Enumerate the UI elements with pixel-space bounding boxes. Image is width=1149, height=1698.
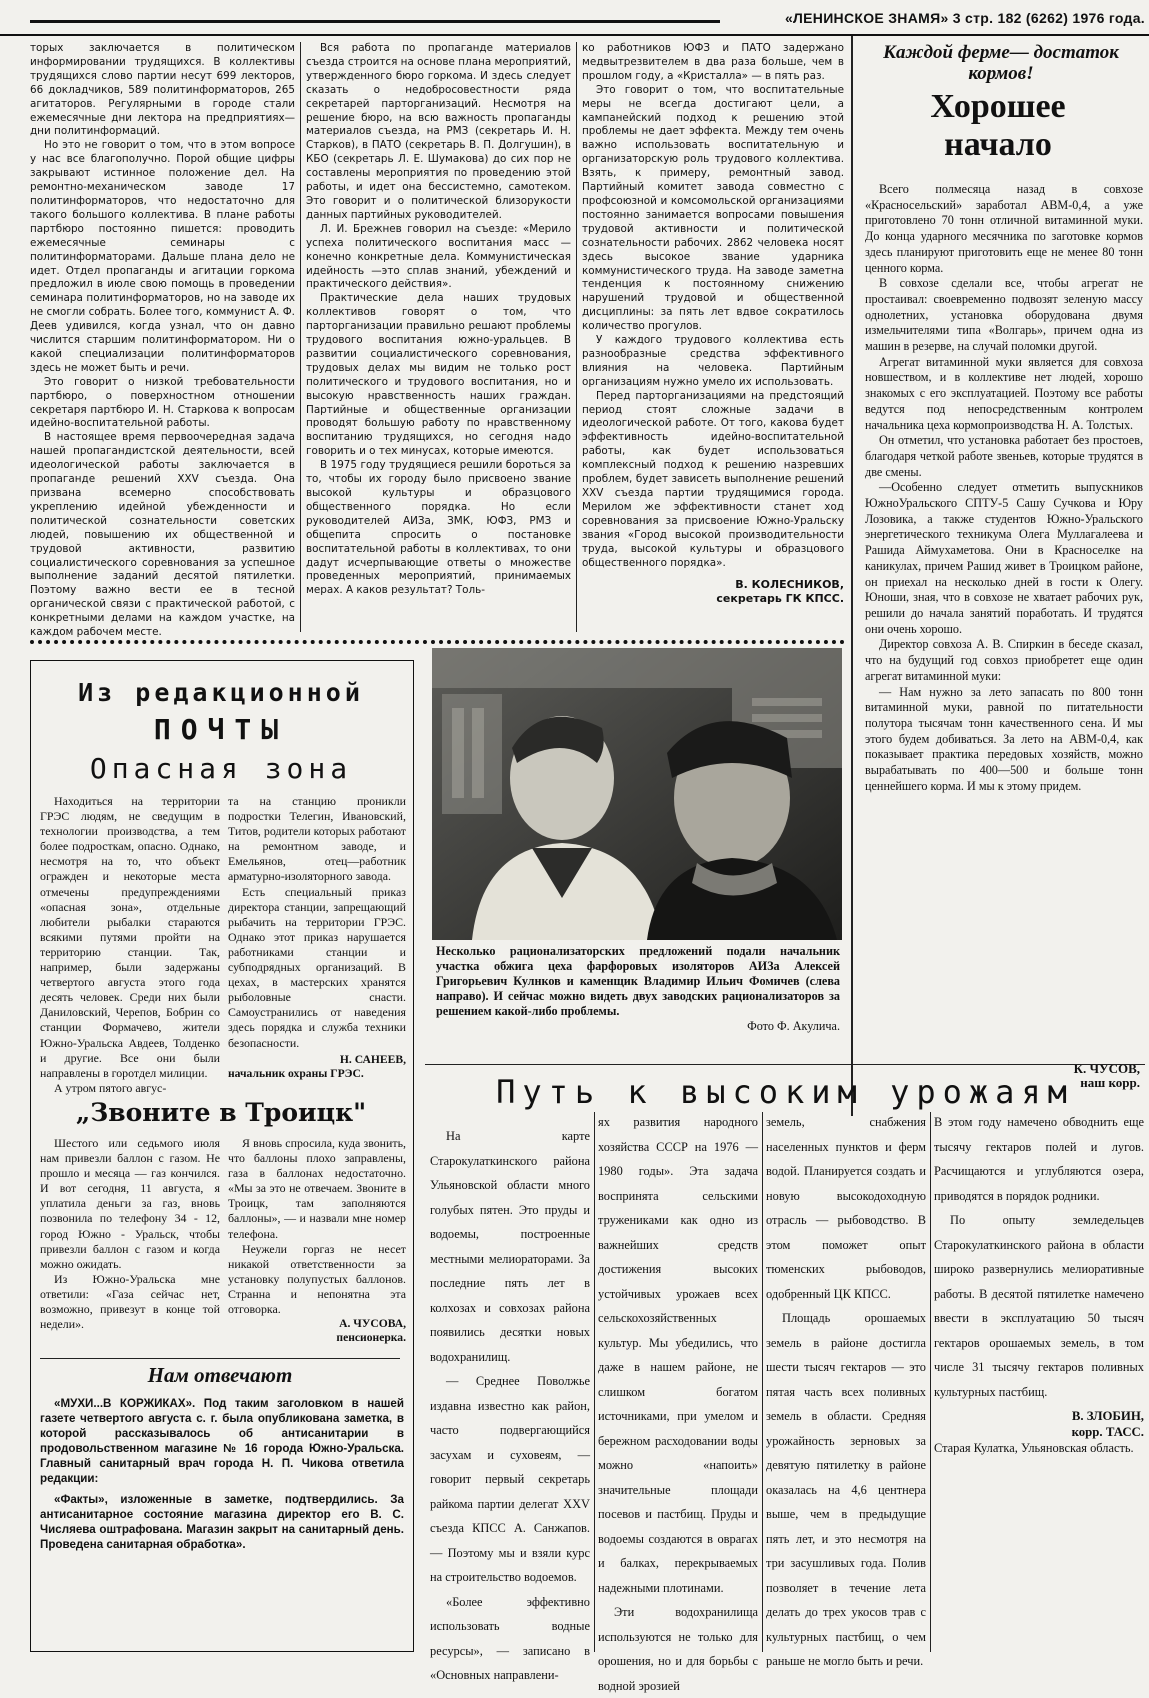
column-divider xyxy=(300,42,301,632)
harvest-column-3 xyxy=(766,1110,926,1668)
paragraph: По опыту земледельцев Старокулаткинского района в области широко развернулись мелиоративные работы. В десятой пятилетке намечено ввести в эксплуатацию 50 тысяч гектаров орошаемых земель, в том числе 31 тысячу гектаров поливных культурных пастбищ. xyxy=(934,1213,1144,1399)
harvest-column-1 xyxy=(430,1124,590,1682)
paragraph: — Нам нужно за лето запасать по 800 тонн витаминной муки, равной по питательности полутора тысячам тонн качественного сена. И мы этого будем добиваться. За лето на АВМ-0,4, как показывает практика передовых хозяйств, можно вырабатывать по 400—500 и больше тонн ценнейшего корма. И мы к этому придем. xyxy=(865,684,1143,793)
harvest-title: Путь к высоким урожаям xyxy=(496,1073,1074,1111)
paragraph: Шестого или седьмого июля нам привезли баллон с газом. Не прошло и месяца — газ кончился. И вот сегодня, 11 августа, я уплатила деньги за газ, вновь позвонила по телефону 34 - 12, город Южно - Уральск, чтобы привезли баллон с газом и когда можно ожидать. xyxy=(40,1136,220,1271)
call-signature xyxy=(228,1317,406,1345)
paragraph: В 1975 году трудящиеся решили бороться за то, чтобы их городу было присвоено звание высокой культуры и образцового общественного порядка. Но если руководителей АИЗа, ЗМК, ЮФЗ, РМЗ и общепита спросить о постановке воспитательной работы в коллективах, то они дадут исчерпывающие ответы о множестве проведенных мероприятий, принимаемых мерах. А каков результат? Толь- xyxy=(306,459,571,597)
paragraph: Перед парторганизациями на предстоящий период стоят сложные задачи в идеологической работе. От того, какова будет эффективность идейно-воспитательной работы, как будет использоваться комплексный подход к решению назревших проблем, будет зависеть выполнение решений XXV съезда партии трудящимися города. Мерилом же эффективности станет ход соревнования за присвоение Южно-Уральску звания «Город высокой производительности труда, высокой культуры и образцового общественного порядка». xyxy=(582,389,844,569)
paragraph: «Факты», изложенные в заметке, подтвердились. За антисанитарное состояние магазина директор его В. С. Числяева оштрафована. Магазин закрыт на санитарный день. Проведена санитарная обработка». xyxy=(40,1493,404,1551)
harvest-column-4 xyxy=(934,1110,1144,1655)
author-title: наш корр. xyxy=(1080,1075,1140,1090)
dateline: Старая Кулатка, Ульяновская область. xyxy=(934,1441,1134,1455)
author-title: корр. ТАСС. xyxy=(1071,1425,1144,1439)
author-name: А. ЧУСОВА, xyxy=(339,1317,406,1331)
paragraph: Площадь орошаемых земель в районе достигла шести тысяч гектаров — это пятая часть всех поливных земель в области. Средняя урожайность зерновых за девятую пятилетку в районе оказалась на 4,6 центнера выше, чем в предыдущие пять лет, и это несмотря на три засушливых года. Полив позволяет в течение лета делать до трех укосов трав с культурных пастбищ, о чем раньше не могло быть и речи. xyxy=(766,1311,926,1668)
paragraph: У каждого трудового коллектива есть разнообразные средства эффективного влияния на человека. Партийным организациям нужно умело их использовать. xyxy=(582,334,844,388)
paragraph: Я вновь спросила, куда звонить, что баллоны плохо заправлены, газа в баллонах недостаточно. «Мы за это не отвечаем. Звоните в Троицк, там заполняются баллоны», — и назвали мне номер телефона. xyxy=(228,1136,406,1241)
column-divider xyxy=(930,1112,931,1652)
column-divider xyxy=(594,1112,595,1652)
paragraph: торых заключается в политическом информировании трудящихся. В коллективы трудящихся слово партии несут 699 лекторов, 66 докладчиков, 589 политинформаторов, 265 агитаторов. Регулярными в городе стали ежемесячные дни лектора на предприятиях—дни политинформаций. xyxy=(30,42,295,138)
paragraph: Он отметил, что установка работает без простоев, благодаря четкой работе звеньев, которые трудятся в две смены. xyxy=(865,433,1143,479)
photo-image xyxy=(432,648,842,940)
paragraph: та на станцию проникли подростки Телегин, Ивановский, Титов, родители которых работают на ремонтном заводе, и Емельянов, отец—работник арматурно-изоляторного завода. xyxy=(228,794,406,884)
paragraph: Л. И. Брежнев говорил на съезде: «Мерило успеха политического воспитания масс — конечно конкретные дела. Коммунистическая идейность —это сплав знаний, убеждений и практического действия». xyxy=(306,222,571,291)
paragraph: Но это не говорит о том, что в этом вопросе у нас все благополучно. Порой общие цифры закрывают истинное положение дел. На ремонтно-механическом заводе 17 политинформаторов, что недостаточно для такого большого коллектива. В плане работы партбюро постоянно пишется: проводить ежемесячные семинары с политинформаторами. Дальше плана дело не идет. Отдел пропаганды и агитации горкома предложил в июле свою помощь в проведении семинара политинформаторов, но на заводе их не смогли собрать. Более того, коммунист А. Ф. Деев удивился, когда узнал, что он давно числится старшим политинформатором. Ни о какой специализации политинформаторов здесь не может быть и речи. xyxy=(30,139,295,374)
author-name: К. ЧУСОВ, xyxy=(1073,1061,1140,1076)
section-separator xyxy=(30,640,845,644)
paragraph: В этом году намечено обводнить еще тысячу гектаров полей и лугов. Расчищаются и углубляются озера, приводятся в порядок родники. xyxy=(934,1115,1144,1203)
ideology-column-1 xyxy=(30,42,295,639)
paragraph: Это говорит о низкой требовательности партбюро, о поверхностном отношении секретаря партбюро И. Н. Старкова к вопросам идейно-воспитательной работы. xyxy=(30,375,295,430)
call-title: „Звоните в Троицк" xyxy=(75,1098,367,1127)
author-title: начальник охраны ГРЭС. xyxy=(228,1066,364,1080)
ideology-signature xyxy=(582,578,844,606)
column-divider xyxy=(851,36,853,1116)
harvest-column-2 xyxy=(598,1110,758,1693)
ideology-column-3 xyxy=(582,42,844,634)
paragraph: Есть специальный приказ директора станции, запрещающий рыбачить на территории ГРЭС. Однако этот приказ нарушается работниками станции и субподрядных организаций. В цехах, в мастерских хранятся рыболовные снасти. Самоустранились от наведения здесь порядка и служба техники безопасности. xyxy=(228,884,406,1050)
author-title: секретарь ГК КПСС. xyxy=(716,592,844,606)
paragraph: Всего полмесяца назад в совхозе «Красносельский» заработал АВМ-0,4, а уже приготовлено 70 тонн отличной витаминной муки. До конца ударного месячника по заготовке кормов здесь планируют приготовить еще не менее 80 тонн ценного корма. xyxy=(865,182,1143,275)
photo-caption xyxy=(436,944,840,1056)
feed-body xyxy=(865,182,1143,1062)
call-column-2 xyxy=(228,1136,406,1351)
feed-title: Хорошее начало xyxy=(930,88,1066,163)
paragraph: ях развития народного хозяйства СССР на 1976 —1980 годы». Эта задача воспринята сельскими тружениками как одно из важнейших средств достижения высоких устойчивых урожаев всех сельскохозяйственных культур. Мы убедились, что даже в нашем районе, не слишком богатом источниками, при умелом и бережном расходовании воды можно «напоить» значительные площади посевов и пастбищ. Пруды и водоемы создаются в оврагах и балках, перекрываемых надежными плотинами. xyxy=(598,1115,758,1595)
answer-rule-left xyxy=(40,1358,400,1359)
author-name: В. ЗЛОБИН, xyxy=(1071,1409,1144,1423)
section-rule xyxy=(425,1064,1145,1065)
paragraph: Практические дела наших трудовых коллективов говорят о том, что парторганизации правильно решают проблемы трудового воспитания южно-уральцев. В развитии социалистического соревнования, трудовых делах мы видим не только рост политического и трудового воспитания, но и высокую нравственность наших граждан. Партийные и общественные организации проводят большую работу по нравственному воспитанию трудящихся, но сегодня надо говорить и о тех минусах, которые имеются. xyxy=(306,292,571,458)
caption-text: Несколько рационализаторских предложений подали начальник участка обжига цеха фарфоровых изоляторов АИЗа Алексей Григорьевич Кулнков и каменщик Владимир Ильич Фомичев (слева направо). И сейчас можно видеть двух заводских рационализаторов за решением какой-либо проблемы. xyxy=(436,944,840,1018)
photo-credit: Фото Ф. Акулича. xyxy=(747,1019,840,1033)
ideology-column-2 xyxy=(306,42,571,634)
paragraph: В настоящее время первоочередная задача нашей пропагандистской деятельности, всей идеологической работы заключается в пропаганде решений XXV съезда. Она призвана всемерно способствовать укреплению идейной убежденности и политической сознательности советских людей, повышению их общественной и трудовой активности, развитию социалистического соревнования за успешное выполнение заданий десятой пятилетки. Поэтому важно вести ее в тесной органической связи с практической работой, с конкретными делами на каждом участке, на каждом рабочем месте. xyxy=(30,431,295,639)
header-rule xyxy=(30,20,720,23)
danger-column-1 xyxy=(40,794,220,1096)
author-title: пенсионерка. xyxy=(336,1331,406,1345)
danger-signature xyxy=(228,1053,406,1081)
paragraph: На карте Старокулаткинского района Ульяновской области много голубых пятен. Это пруды и водоемы, построенные местными мелиораторами. За последние пять лет в колхозах и совхозах района появились десятки новых водохранилищ. xyxy=(430,1129,590,1364)
paragraph: Вся работа по пропаганде материалов съезда строится на основе плана мероприятий, утвержденного бюро горкома. И здесь следует сказать о недобросовестности ряда секретарей парторганизаций. Несмотря на решение бюро, на всю важность пропаганды материалов съезда, на РМЗ (секретарь И. Н. Старков), в ПАТО (секретарь В. П. Долгушин), в КБО (секретарь Л. Е. Шумакова) до сих пор не составлены мероприятия по проведению этой работы, и идет она бессистемно, самотеком. Это говорит и о политической близорукости данных партийных руководителей. xyxy=(306,42,571,221)
paragraph: Агрегат витаминной муки является для совхоза новшеством, и в коллективе нет людей, хорошо знакомых с его эксплуатацией. Поэтому все работы ведутся под непосредственным контролем начальника цеха кормопроизводства Н. А. Толстых. xyxy=(865,354,1143,432)
paragraph: ко работников ЮФЗ и ПАТО задержано медвытрезвителем в два раза больше, чем в прошлом году, а «Кристалла» — в пять раз. xyxy=(582,42,844,82)
paragraph: А утром пятого авгус- xyxy=(54,1080,167,1095)
danger-title: Опасная зона xyxy=(89,752,353,785)
paragraph: В совхозе сделали все, чтобы агрегат не простаивал: своевременно подвозят зеленую массу однолетних, установка оборудована двумя измельчителями типа «Волгарь», причем одна из машин в резерве, на случай поломки другой. xyxy=(865,276,1143,354)
column-divider xyxy=(762,1112,763,1652)
paragraph: «МУХИ...В КОРЖИКАХ». Под таким заголовком в нашей газете четвертого августа с. г. была опубликована заметка, в которой рассказывалось об антисанитарии в продовольственном магазине № 16 города Южно-Уральска. Главный санитарный врач города Н. П. Чикова ответила редакции: xyxy=(40,1397,404,1485)
paragraph: Из Южно-Уральска мне ответили: «Газа сейчас нет, возможно, привезут в конце той недели». xyxy=(40,1271,220,1332)
answer-title: Нам отвечают xyxy=(140,1362,300,1388)
call-column-1 xyxy=(40,1136,220,1351)
column-divider xyxy=(576,42,577,632)
photo-two-workers xyxy=(432,648,842,940)
author-name: В. КОЛЕСНИКОВ, xyxy=(735,578,844,592)
answer-body xyxy=(40,1396,404,1642)
harvest-signature xyxy=(934,1408,1144,1440)
paragraph: Эти водохранилища используются не только для орошения, но и для борьбы с водной эрозией xyxy=(598,1605,758,1693)
page-header xyxy=(0,0,1149,36)
paragraph: «Более эффективно использовать водные ресурсы», — записано в «Основных направлени- xyxy=(430,1594,590,1682)
feed-kicker: Каждой ферме— достаток кормов! xyxy=(883,42,1119,84)
paragraph: —Особенно следует отметить выпускников ЮжноУральского СПТУ-5 Сашу Сучкова и Юру Лозовика, а также студентов Южно-Уральского энергетического техникума Олега Муллагалеева и Рашида Аймухаметова. Они в Красноселке на каникулах, причем Рашид живет в Троицком районе, он приехал на несколько дней в гости к Олегу. Юноши, зная, что в совхозе не хватает рабочих рук, решили до начала занятий поработать. И трудятся они очень хорошо. xyxy=(865,480,1143,636)
author-name: Н. САНЕЕВ, xyxy=(339,1052,406,1066)
paragraph: Это говорит о том, что воспитательные меры не всегда достигают цели, а кампанейский подход к решению этой проблемы не дает эффекта. Между тем очень важно использовать воспитательную и организаторскую роль трудового коллектива. Взять, к примеру, ремонтный завод. Партийный комитет завода совместно с профсоюзной и комсомольской организациями постоянно занимается вопросами повышения трудовой активности и политической сознательности рабочих. 2862 человека носят здесь высокое звание ударника коммунистического труда. На заводе заметна тенденция к постоянному снижению нарушений трудовой и общественной дисциплины: за пять лет вдвое сократилось количество прогулов. xyxy=(582,83,844,333)
paragraph: земель, снабжения населенных пунктов и ферм водой. Планируется создать и новую высокодоходную отрасль — рыбоводство. В этом поможет опыт тюменских рыбоводов, одобренный ЦК КПСС. xyxy=(766,1115,926,1301)
mail-title-line1: Из редакционной xyxy=(78,678,364,707)
masthead-text: «ЛЕНИНСКОЕ ЗНАМЯ» 3 стр. 182 (6262) 1976 года. xyxy=(784,10,1145,26)
paragraph: Неужели горгаз не несет никакой ответственности за установку полупустых баллонов. Странна и непонятна эта отговорка. xyxy=(228,1241,406,1317)
danger-column-2 xyxy=(228,794,406,1096)
paragraph: Директор совхоза А. В. Спиркин в беседе сказал, что на будущий год совхоз приобретет еще один агрегат витаминной муки: xyxy=(865,637,1143,683)
mail-title-line2: ПОЧТЫ xyxy=(153,713,289,746)
paragraph: Находиться на территории ГРЭС людям, не сведущим в технологии производства, а тем более подросткам, опасно. Однако, несмотря на то, что объект огражден и некоторые места отмечены предупреждениями «опасная зона», отдельные любители рыбалки стараются всякими путями пройти на территорию станции. Так, например, были задержаны четвертого августа этого года десять человек. Среди них были Даниловский, Черепов, Бобрин со станции Формачево, жители Южно-Уральска Авдеев, Толденко и другие. Все они были направлены в горотдел милиции. xyxy=(40,794,220,1080)
paragraph: — Среднее Поволжье издавна известно как район, часто подвергающийся засухам и суховеям, — говорит первый секретарь райкома партии делегат XXV съезда КПСС А. Санжапов. — Поэтому мы и взяли курс на строительство водоемов. xyxy=(430,1374,590,1584)
